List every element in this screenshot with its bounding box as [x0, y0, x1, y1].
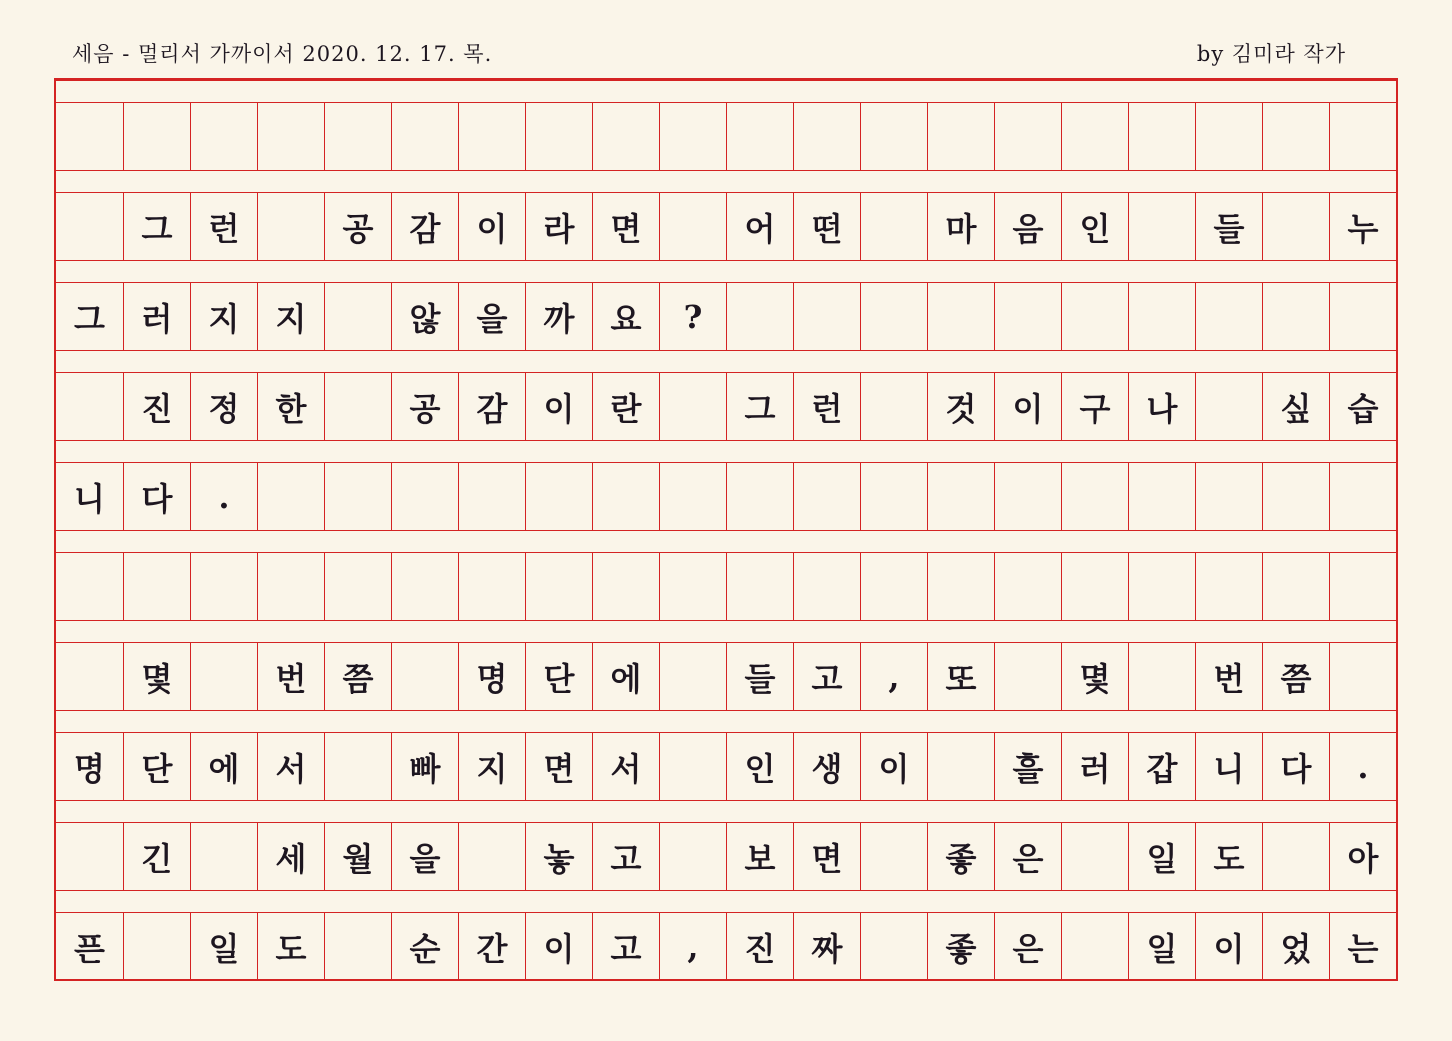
grid-cell: [1061, 463, 1128, 530]
grid-cell: 을: [458, 283, 525, 350]
grid-cell: 흘: [994, 733, 1061, 800]
grid-cell: [123, 103, 190, 170]
row-spacer: [56, 710, 1396, 733]
grid-cell: 이: [458, 193, 525, 260]
grid-cell: [1329, 103, 1396, 170]
header-author: by 김미라 작가: [1196, 42, 1346, 66]
grid-cell: [123, 553, 190, 620]
row-spacer: [56, 530, 1396, 553]
grid-cell: .: [1329, 733, 1396, 800]
grid-cell: [56, 823, 123, 890]
grid-cell: [458, 463, 525, 530]
grid-cell: 들: [1195, 193, 1262, 260]
grid-cell: [525, 553, 592, 620]
grid-cell: [726, 463, 793, 530]
grid-cell: 을: [391, 823, 458, 890]
grid-cell: 습: [1329, 373, 1396, 440]
grid-cell: [257, 463, 324, 530]
grid-cell: 지: [257, 283, 324, 350]
grid-cell: [525, 103, 592, 170]
grid-cell: [726, 283, 793, 350]
grid-cell: 단: [525, 643, 592, 710]
grid-cell: [927, 733, 994, 800]
grid-cell: 공: [324, 193, 391, 260]
manuscript-sheet: [54, 78, 1398, 981]
grid-cell: 음: [994, 193, 1061, 260]
grid-cell: [592, 103, 659, 170]
grid-cell: 어: [726, 193, 793, 260]
grid-cell: [659, 553, 726, 620]
grid-cell: 진: [123, 373, 190, 440]
grid-cell: 는: [1329, 913, 1396, 980]
grid-cell: [860, 373, 927, 440]
grid-cell: [659, 463, 726, 530]
grid-cell: [1329, 643, 1396, 710]
grid-cell: 다: [123, 463, 190, 530]
grid-cell: 감: [458, 373, 525, 440]
row-spacer: [56, 80, 1396, 103]
grid-cell: 고: [793, 643, 860, 710]
grid-row: [56, 373, 1396, 440]
grid-cell: [994, 463, 1061, 530]
grid-cell: [257, 103, 324, 170]
grid-cell: 번: [1195, 643, 1262, 710]
grid-cell: 일: [1128, 823, 1195, 890]
grid-cell: [391, 463, 458, 530]
grid-cell: [458, 553, 525, 620]
grid-cell: [1262, 283, 1329, 350]
grid-cell: [726, 553, 793, 620]
grid-cell: 도: [1195, 823, 1262, 890]
grid-cell: [1195, 373, 1262, 440]
grid-cell: [860, 463, 927, 530]
grid-cell: [860, 193, 927, 260]
grid-cell: 에: [592, 643, 659, 710]
grid-cell: [793, 103, 860, 170]
grid-cell: 란: [592, 373, 659, 440]
grid-cell: 러: [123, 283, 190, 350]
grid-cell: 서: [592, 733, 659, 800]
grid-cell: 감: [391, 193, 458, 260]
row-spacer: [56, 800, 1396, 823]
grid-cell: [1329, 283, 1396, 350]
grid-cell: [860, 553, 927, 620]
row-spacer: [56, 620, 1396, 643]
grid-cell: 누: [1329, 193, 1396, 260]
grid-row: [56, 193, 1396, 260]
row-spacer: [56, 350, 1396, 373]
grid-cell: 러: [1061, 733, 1128, 800]
grid-cell: ,: [659, 913, 726, 980]
grid-cell: [324, 553, 391, 620]
grid-row: [56, 463, 1396, 530]
grid-cell: 었: [1262, 913, 1329, 980]
grid-cell: [56, 643, 123, 710]
grid-cell: 지: [458, 733, 525, 800]
grid-cell: 정: [190, 373, 257, 440]
grid-cell: [324, 463, 391, 530]
grid-cell: [1195, 463, 1262, 530]
grid-cell: 지: [190, 283, 257, 350]
grid-cell: 이: [525, 373, 592, 440]
grid-cell: 에: [190, 733, 257, 800]
grid-cell: 그: [74, 299, 105, 338]
grid-cell: [659, 733, 726, 800]
grid-cell: [1128, 643, 1195, 710]
grid-cell: 보: [726, 823, 793, 890]
grid-cell: [1061, 283, 1128, 350]
grid-cell: [1329, 553, 1396, 620]
grid-cell: 쯤: [324, 643, 391, 710]
grid-cell: [1128, 283, 1195, 350]
row-spacer: [56, 890, 1396, 913]
grid-cell: [190, 553, 257, 620]
grid-cell: [123, 913, 190, 980]
grid-cell: 마: [927, 193, 994, 260]
grid-cell: ,: [860, 643, 927, 710]
grid-cell: [1128, 193, 1195, 260]
grid-cell: 은: [994, 823, 1061, 890]
grid-cell: [525, 463, 592, 530]
grid-cell: .: [190, 463, 257, 530]
grid-cell: [1128, 463, 1195, 530]
row-spacer: [56, 260, 1396, 283]
grid-cell: [726, 103, 793, 170]
grid-cell: 니: [1195, 733, 1262, 800]
grid-cell: 한: [257, 373, 324, 440]
grid-cell: 인: [726, 733, 793, 800]
grid-cell: 좋: [927, 823, 994, 890]
grid-cell: [1262, 553, 1329, 620]
grid-cell: [659, 643, 726, 710]
grid-cell: 것: [927, 373, 994, 440]
grid-cell: 갑: [1128, 733, 1195, 800]
grid-cell: [1195, 103, 1262, 170]
grid-cell: [1262, 823, 1329, 890]
grid-cell: [324, 283, 391, 350]
grid-cell: [927, 283, 994, 350]
grid-cell: 공: [391, 373, 458, 440]
grid-row: [56, 823, 1396, 890]
grid-cell: [391, 103, 458, 170]
grid-cell: [1329, 463, 1396, 530]
grid-cell: [190, 103, 257, 170]
grid-cell: 떤: [793, 193, 860, 260]
grid-cell: 빠: [391, 733, 458, 800]
grid-cell: 면: [793, 823, 860, 890]
grid-cell: [324, 103, 391, 170]
grid-cell: [324, 373, 391, 440]
grid-cell: [592, 553, 659, 620]
grid-row: [56, 283, 1396, 350]
grid-cell: [994, 553, 1061, 620]
grid-cell: [56, 103, 123, 170]
grid-cell: [659, 193, 726, 260]
grid-cell: 라: [525, 193, 592, 260]
grid-cell: [458, 103, 525, 170]
row-spacer: [56, 980, 1396, 1003]
grid-cell: 이: [994, 373, 1061, 440]
grid-cell: [1195, 283, 1262, 350]
grid-cell: [391, 643, 458, 710]
grid-cell: [927, 103, 994, 170]
grid-cell: [860, 913, 927, 980]
grid-cell: [56, 553, 123, 620]
grid-cell: 몇: [1061, 643, 1128, 710]
grid-cell: [1262, 463, 1329, 530]
grid-cell: [1128, 103, 1195, 170]
grid-cell: 그: [123, 193, 190, 260]
grid-cell: [994, 643, 1061, 710]
grid-cell: 놓: [525, 823, 592, 890]
grid-cell: 나: [1128, 373, 1195, 440]
grid-cell: 월: [324, 823, 391, 890]
grid-cell: [1061, 913, 1128, 980]
grid-cell: 순: [391, 913, 458, 980]
grid-cell: ?: [659, 283, 726, 350]
grid-cell: 구: [1061, 373, 1128, 440]
grid-cell: [793, 283, 860, 350]
grid-row: [56, 643, 1396, 710]
grid-row: [56, 103, 1396, 170]
grid-cell: 명: [74, 749, 105, 788]
grid-row: [56, 553, 1396, 620]
grid-cell: 아: [1329, 823, 1396, 890]
grid-cell: 은: [994, 913, 1061, 980]
grid-cell: 픈: [74, 929, 105, 968]
grid-cell: 니: [74, 479, 105, 518]
grid-cell: 까: [525, 283, 592, 350]
grid-cell: 또: [927, 643, 994, 710]
grid-cell: 단: [123, 733, 190, 800]
header-title: 세음 - 멀리서 가까이서 2020. 12. 17. 목.: [72, 42, 493, 66]
grid-cell: [56, 193, 123, 260]
grid-cell: 그: [726, 373, 793, 440]
grid-cell: [659, 103, 726, 170]
grid-cell: [190, 823, 257, 890]
grid-cell: [659, 823, 726, 890]
grid-cell: [927, 463, 994, 530]
grid-cell: [793, 553, 860, 620]
grid-cell: 번: [257, 643, 324, 710]
grid-cell: [860, 823, 927, 890]
grid-cell: 생: [793, 733, 860, 800]
grid-cell: 면: [525, 733, 592, 800]
grid-cell: 진: [726, 913, 793, 980]
grid-cell: [56, 373, 123, 440]
grid-cell: [793, 463, 860, 530]
grid-cell: [860, 283, 927, 350]
grid-cell: [1195, 553, 1262, 620]
grid-cell: 고: [592, 823, 659, 890]
grid-cell: [324, 733, 391, 800]
grid-cell: 런: [190, 193, 257, 260]
grid-cell: [1128, 553, 1195, 620]
grid-cell: 면: [592, 193, 659, 260]
grid-cell: 짜: [793, 913, 860, 980]
grid-cell: 좋: [927, 913, 994, 980]
grid-cell: 싶: [1262, 373, 1329, 440]
grid-cell: 고: [592, 913, 659, 980]
grid-cell: 서: [257, 733, 324, 800]
grid-cell: [458, 823, 525, 890]
grid-cell: [391, 553, 458, 620]
grid-cell: 요: [592, 283, 659, 350]
grid-row: [56, 913, 1396, 980]
grid-cell: 긴: [123, 823, 190, 890]
grid-cell: 않: [391, 283, 458, 350]
grid-cell: [190, 643, 257, 710]
grid-cell: 세: [257, 823, 324, 890]
grid-row: [56, 733, 1396, 800]
grid-cell: 간: [458, 913, 525, 980]
grid-cell: [1061, 553, 1128, 620]
grid-cell: 런: [793, 373, 860, 440]
grid-cell: [1262, 103, 1329, 170]
grid-cell: 몇: [123, 643, 190, 710]
grid-cell: 인: [1061, 193, 1128, 260]
grid-cell: [1061, 103, 1128, 170]
grid-cell: [927, 553, 994, 620]
grid-cell: 들: [726, 643, 793, 710]
grid-cell: 쯤: [1262, 643, 1329, 710]
grid-cell: [659, 373, 726, 440]
grid-cell: 이: [860, 733, 927, 800]
grid-cell: 일: [190, 913, 257, 980]
grid-cell: [324, 913, 391, 980]
row-spacer: [56, 170, 1396, 193]
grid-cell: [592, 463, 659, 530]
grid-cell: 일: [1128, 913, 1195, 980]
grid-cell: [994, 283, 1061, 350]
grid-cell: [1262, 193, 1329, 260]
grid-cell: 명: [458, 643, 525, 710]
grid-cell: 다: [1262, 733, 1329, 800]
grid-cell: 도: [257, 913, 324, 980]
grid-cell: [994, 103, 1061, 170]
row-spacer: [56, 440, 1396, 463]
grid-cell: 이: [525, 913, 592, 980]
grid-cell: [860, 103, 927, 170]
grid-cell: [257, 553, 324, 620]
grid-cell: [257, 193, 324, 260]
grid-cell: 이: [1195, 913, 1262, 980]
grid-cell: [1061, 823, 1128, 890]
